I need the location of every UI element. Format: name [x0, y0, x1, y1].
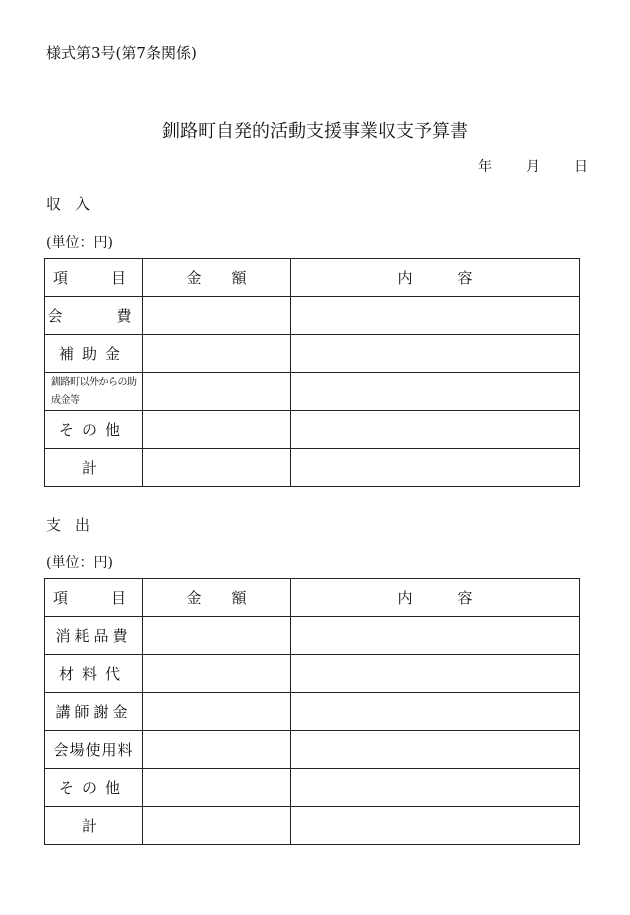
expense-total-label: 計 [45, 807, 143, 845]
income-amount-cell[interactable] [143, 373, 291, 411]
income-content-cell[interactable] [291, 297, 580, 335]
table-row [45, 693, 580, 731]
income-row-label: その他 [45, 411, 143, 449]
expense-content-cell[interactable] [291, 617, 580, 655]
expense-unit-label: (単位：円) [46, 555, 113, 571]
expense-amount-cell[interactable] [143, 693, 291, 731]
income-content-cell[interactable] [291, 449, 580, 487]
expense-amount-cell[interactable] [143, 617, 291, 655]
expense-content-cell[interactable] [291, 731, 580, 769]
expense-content-cell[interactable] [291, 807, 580, 845]
date-year-label: 年 [478, 159, 492, 175]
income-content-cell[interactable] [291, 373, 580, 411]
expense-header-item-part2: 目 [110, 589, 126, 607]
income-amount-cell[interactable] [143, 411, 291, 449]
income-total-label: 計 [45, 449, 143, 487]
expense-header-item [45, 579, 143, 617]
expense-header-item-part1: 項 [53, 589, 69, 607]
table-row [45, 373, 580, 411]
expense-row-label: 会場使用料 [45, 731, 143, 769]
income-row-label: 補助金 [45, 335, 143, 373]
expense-amount-cell[interactable] [143, 731, 291, 769]
table-row [45, 335, 580, 373]
income-header-item-part2: 目 [110, 269, 126, 287]
income-amount-cell[interactable] [143, 449, 291, 487]
expense-row-label: 講師謝金 [45, 693, 143, 731]
expense-content-cell[interactable] [291, 655, 580, 693]
table-row [45, 617, 580, 655]
expense-amount-cell[interactable] [143, 655, 291, 693]
income-section-label: 収入 [46, 195, 105, 213]
date-day-label: 日 [574, 159, 588, 175]
income-row-label: 会 費 [45, 297, 143, 335]
income-header-content: 内 容 [291, 259, 580, 297]
income-amount-cell[interactable] [143, 297, 291, 335]
expense-table [44, 578, 580, 845]
expense-content-cell[interactable] [291, 693, 580, 731]
table-row [45, 411, 580, 449]
income-amount-cell[interactable] [143, 335, 291, 373]
table-row [45, 297, 580, 335]
expense-header-content: 内 容 [291, 579, 580, 617]
income-unit-label: (単位：円) [46, 235, 113, 251]
income-row-label: 釧路町以外からの助成金等 [45, 373, 143, 411]
date-line [478, 156, 588, 176]
income-header-item-part1: 項 [53, 269, 69, 287]
expense-section-label: 支出 [46, 516, 105, 534]
expense-header-amount: 金 額 [143, 579, 291, 617]
table-row [45, 655, 580, 693]
document-title: 釧路町自発的活動支援事業収支予算書 [162, 121, 468, 142]
expense-row-label: その他 [45, 769, 143, 807]
expense-content-cell[interactable] [291, 769, 580, 807]
income-header-amount: 金 額 [143, 259, 291, 297]
income-content-cell[interactable] [291, 335, 580, 373]
expense-amount-cell[interactable] [143, 769, 291, 807]
expense-row-label: 消耗品費 [45, 617, 143, 655]
expense-amount-cell[interactable] [143, 807, 291, 845]
income-header-item [45, 259, 143, 297]
table-row [45, 769, 580, 807]
table-row [45, 807, 580, 845]
expense-row-label: 材料代 [45, 655, 143, 693]
date-month-label: 月 [526, 159, 540, 175]
expense-header-row [45, 579, 580, 617]
income-table [44, 258, 580, 487]
table-row [45, 731, 580, 769]
form-number: 様式第3号(第7条関係) [46, 44, 197, 62]
income-content-cell[interactable] [291, 411, 580, 449]
table-row [45, 449, 580, 487]
income-header-row [45, 259, 580, 297]
